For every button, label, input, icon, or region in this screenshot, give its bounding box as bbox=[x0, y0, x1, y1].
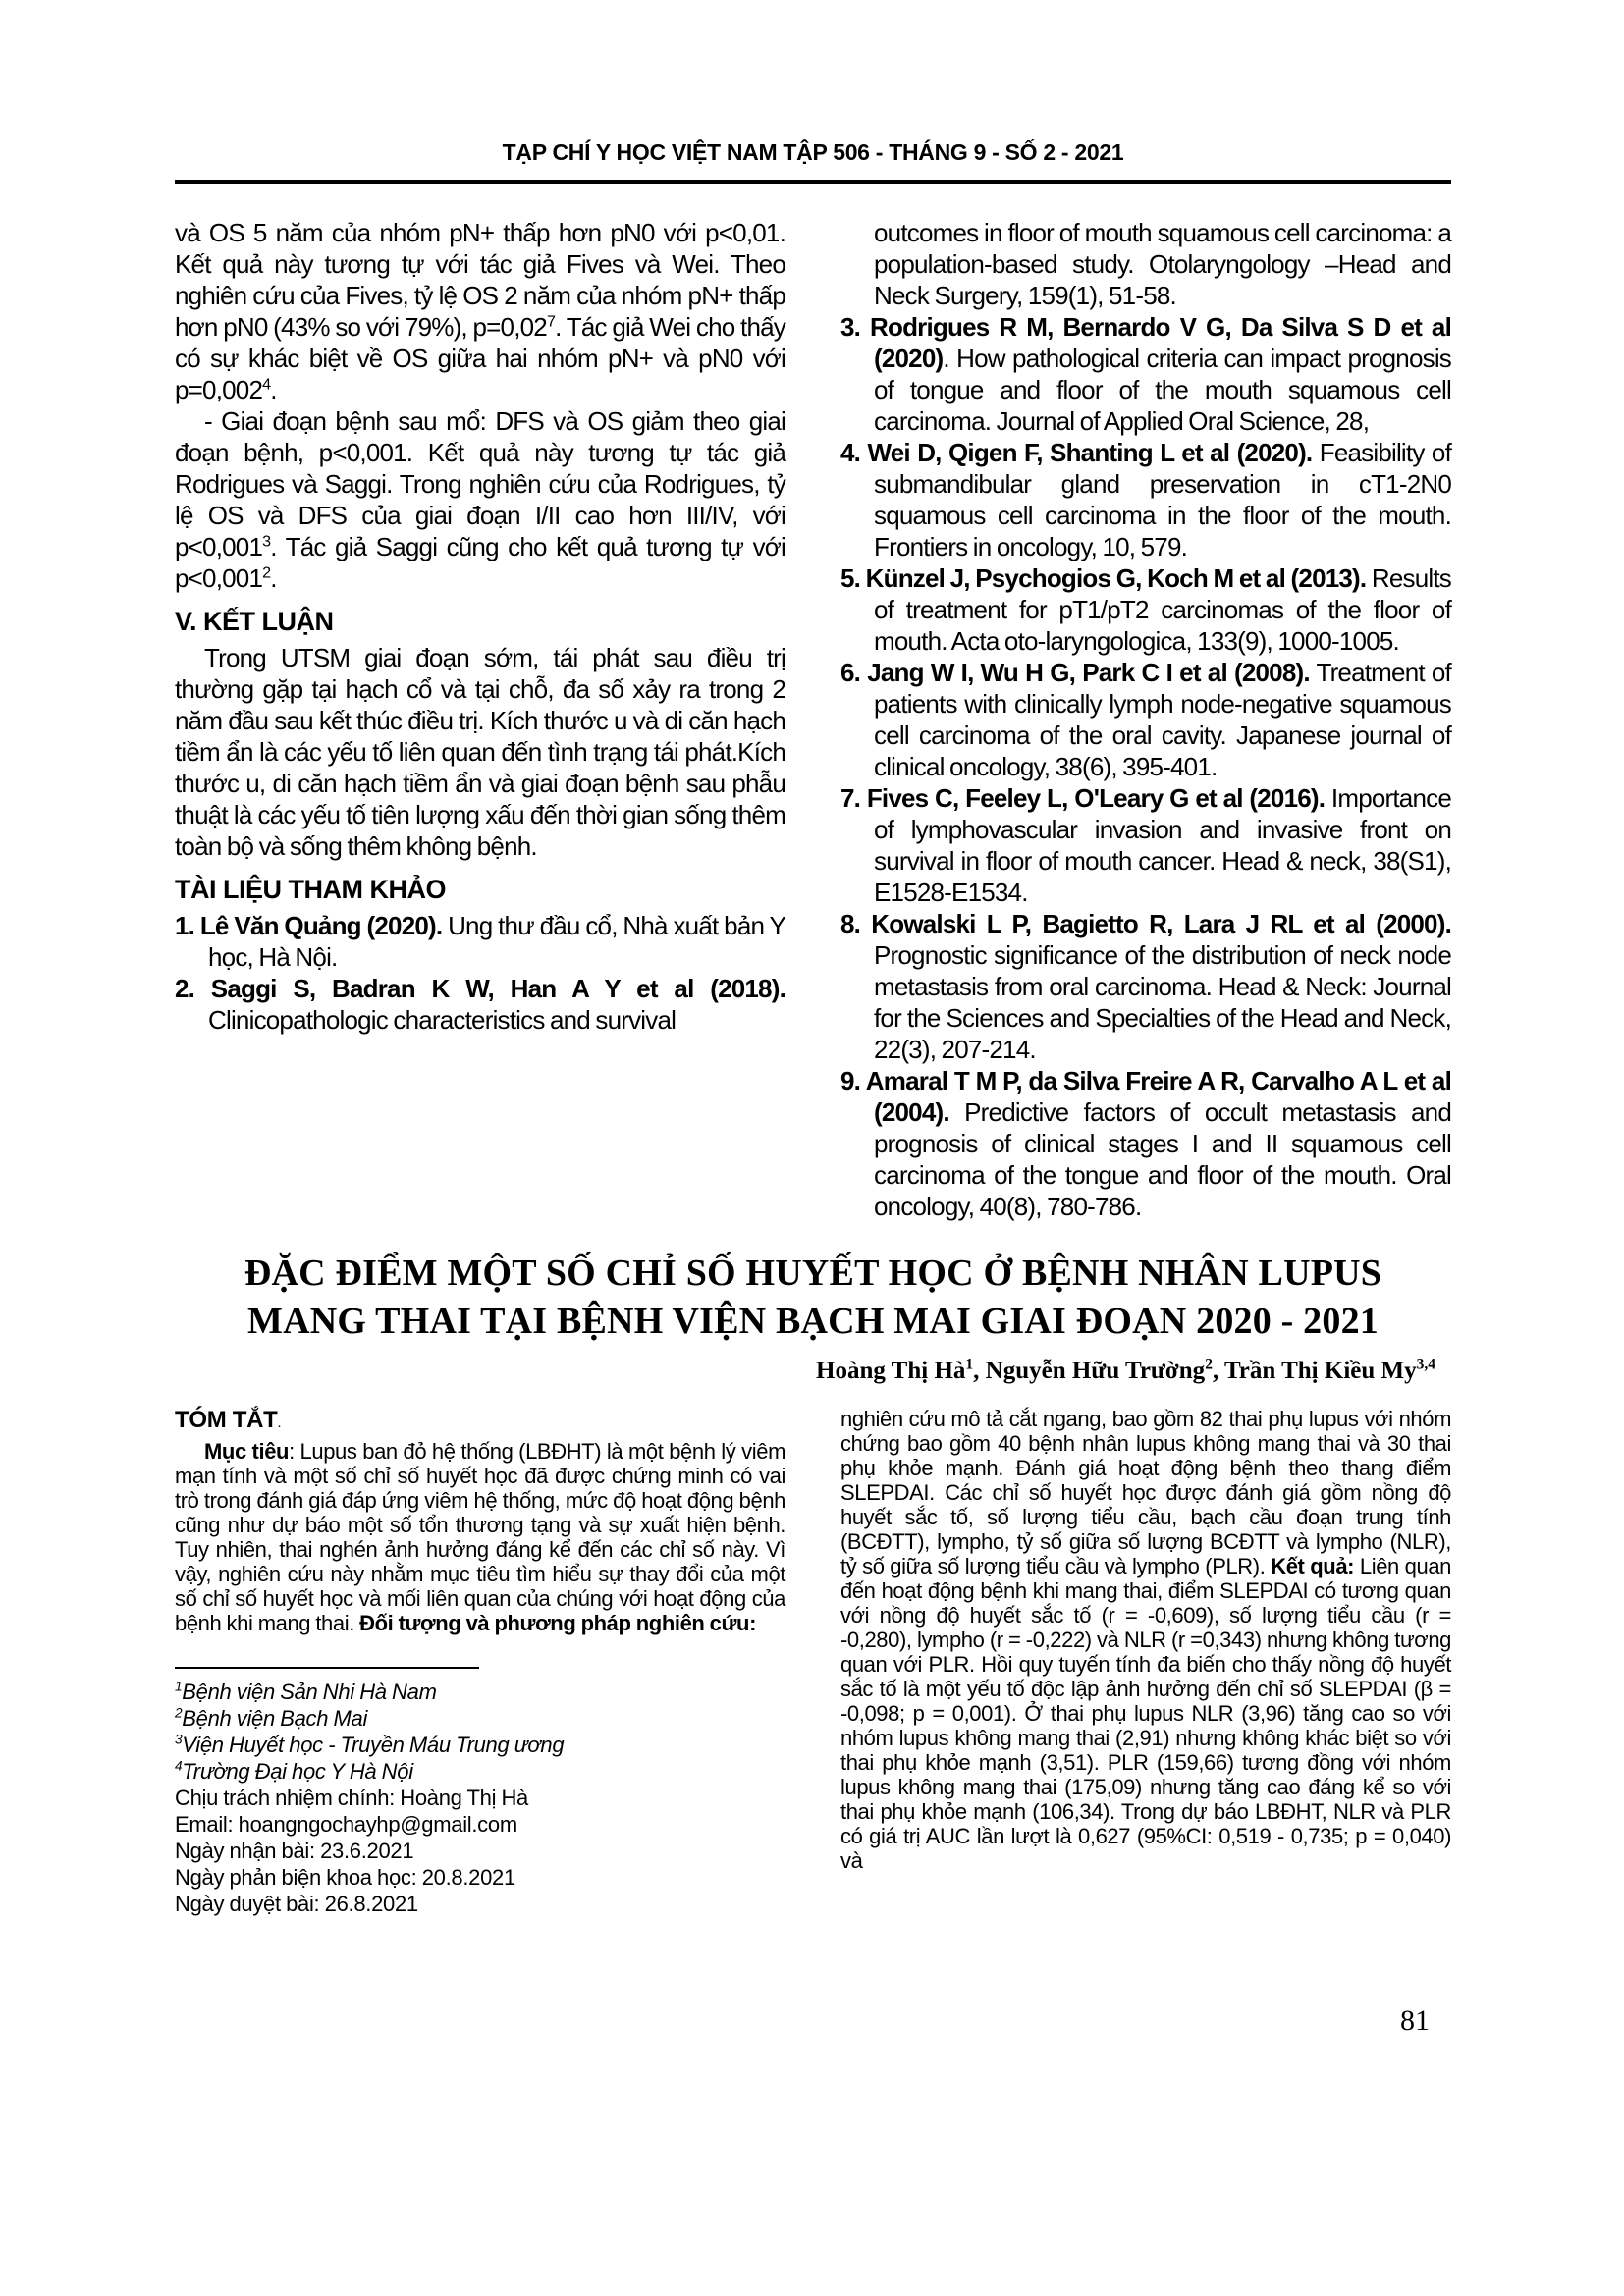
references-heading: TÀI LIỆU THAM KHẢO bbox=[175, 875, 446, 904]
paragraph: và OS 5 năm của nhóm pN+ thấp hơn pN0 với p<0,01. Kết quả này tương tự với tác giả Fives và Wei. Theo nghiên cứu của Fives, tỷ lệ OS 2 năm của nhóm pN+ thấp hơn pN0 (43% so với 79%), $p=0,02^7$. Tác giả Wei cho thấy có sự khác biệt về OS giữa hai nhóm pN+ và pN0 với $p=0,002^4$. bbox=[175, 218, 785, 404]
article1-left-column bbox=[175, 217, 785, 1222]
affiliation: $^4$Trường Đại học Y Hà Nội bbox=[175, 1758, 413, 1784]
email-line: Email: hoangngochayhp@gmail.com bbox=[175, 1812, 517, 1837]
reference-item: 1. Lê Văn Quảng (2020). Ung thư đầu cổ, Nhà xuất bản Y học, Hà Nội. bbox=[175, 911, 785, 972]
reference-continuation: outcomes in floor of mouth squamous cell carcinoma: a population-based study. Otolaryngology –Head and Neck Surgery, 159(1), 51-58. bbox=[874, 218, 1451, 310]
accepted-date-line: Ngày duyệt bài: 26.8.2021 bbox=[175, 1892, 418, 1916]
conclusion-paragraph: Trong UTSM giai đoạn sớm, tái phát sau điều trị thường gặp tại hạch cổ và tại chỗ, đa số xảy ra trong 2 năm đầu sau kết thúc điều trị. Kích thước u và di căn hạch tiềm ẩn là các yếu tố liên quan đến tình trạng tái phát.Kích thước u, di căn hạch tiềm ẩn và giai đoạn bệnh sau phẫu thuật là các yếu tố tiên lượng xấu đến thời gian sống thêm toàn bộ và sống thêm không bệnh. bbox=[175, 643, 785, 861]
article2-authors: Hoàng Thị $Hà^1$, Nguyễn Hữu Trường$^2$, Trần Thị Kiều My$^{3,4}$ bbox=[816, 1356, 1435, 1384]
abstract-paragraph: Mục tiêu: Lupus ban đỏ hệ thống (LBĐHT) là một bệnh lý viêm mạn tính và một số chỉ số huyết học đã được chứng minh có vai trò trong đánh giá đáp ứng viêm hệ thống, mức độ hoạt động bệnh cũng như dự báo một số tổn thương tạng và sự xuất hiện bệnh. Tuy nhiên, thai nghén ảnh hưởng đáng kể đến các chỉ số này. Vì vậy, nghiên cứu này nhằm mục tiêu tìm hiểu sự thay đổi của một số chỉ số huyết học và mối liên quan của chúng với hoạt động của bệnh khi mang thai. Đối tượng và phương pháp nghiên cứu: bbox=[175, 1439, 785, 1635]
corresponding-author-line: Chịu trách nhiệm chính: Hoàng Thị Hà bbox=[175, 1786, 528, 1810]
reference-item: 4. Wei D, Qigen F, Shanting L et al (2020). Feasibility of submandibular gland preservation in cT1-2N0 squamous cell carcinoma in the floor of the mouth. Frontiers in oncology, 10, 579. bbox=[840, 438, 1451, 561]
affiliation: $^2$Bệnh viện Bạch Mai bbox=[175, 1705, 368, 1731]
reviewed-date-line: Ngày phản biện khoa học: 20.8.2021 bbox=[175, 1865, 515, 1890]
article2-abstract-section bbox=[175, 1407, 1451, 1917]
reference-item: 8. Kowalski L P, Bagietto R, Lara J RL et al (2000). Prognostic significance of the distribution of neck node metastasis from oral carcinoma. Head & Neck: Journal for the Sciences and Specialties of the Head and Neck, 22(3), 207-214. bbox=[840, 909, 1451, 1064]
page-number: 81 bbox=[1400, 2004, 1430, 2037]
article2-right-column bbox=[840, 1407, 1451, 1917]
affiliation: $^3$Viện Huyết học - Truyền Máu Trung ương bbox=[175, 1732, 565, 1757]
reference-item: 6. Jang W I, Wu H G, Park C I et al (2008). Treatment of patients with clinically lymph node-negative squamous cell carcinoma of the oral cavity. Japanese journal of clinical oncology, 38(6), 395-401. bbox=[840, 658, 1451, 781]
conclusion-heading: V. KẾT LUẬN bbox=[175, 607, 334, 636]
reference-item: 9. Amaral T M P, da Silva Freire A R, Carvalho A L et al (2004). Predictive factors of occult metastasis and prognosis of clinical stages I and II squamous cell carcinoma of the tongue and floor of the mouth. Oral oncology, 40(8), 780-786. bbox=[840, 1066, 1451, 1221]
abstract-paragraph-continuation: nghiên cứu mô tả cắt ngang, bao gồm 82 thai phụ lupus với nhóm chứng bao gồm 40 bệnh nhân lupus không mang thai và 30 thai phụ khỏe mạnh. Đánh giá hoạt động bệnh theo thang điểm SLEPDAI. Các chỉ số huyết học được đánh giá gồm nồng độ huyết sắc tố, số lượng tiểu cầu, bạch cầu đoạn trung tính (BCĐTT), lympho, tỷ số giữa số lượng BCĐTT và lympho (NLR), tỷ số giữa số lượng tiểu cầu và lympho (PLR). Kết quả: Liên quan đến hoạt động bệnh khi mang thai, điểm SLEPDAI có tương quan với nồng độ huyết sắc tố (r = -0,609), số lượng tiểu cầu (r = -0,280), lympho (r = -0,222) và NLR (r =0,343) nhưng không tương quan với PLR. Hồi quy tuyến tính đa biến cho thấy nồng độ huyết sắc tố là một yếu tố độc lập ảnh hưởng đến chỉ số SLEPDAI (β = -0,098; p = 0,001). Ở thai phụ lupus NLR (3,96) tăng cao so với nhóm lupus không mang thai (2,91) nhưng không khác biệt so với thai phụ khỏe mạnh (3,51). PLR (159,66) tương đồng với nhóm lupus không mang thai (175,09) nhưng tăng cao đáng kể so với thai phụ khỏe mạnh (106,34). Trong dự báo LBĐHT, NLR và PLR có giá trị AUC lần lượt là 0,627 (95%CI: 0,519 - 0,735; p = 0,040) và bbox=[840, 1407, 1451, 1873]
article2-left-column bbox=[175, 1407, 785, 1917]
reference-item: 3. Rodrigues R M, Bernardo V G, Da Silva S D et al (2020). How pathological criteria can impact prognosis of tongue and floor of the mouth squamous cell carcinoma. Journal of Applied Oral Science, 28, bbox=[840, 312, 1451, 436]
footnote-separator bbox=[175, 1667, 479, 1669]
article2-title bbox=[175, 1250, 1451, 1346]
paragraph: - Giai đoạn bệnh sau mổ: DFS và OS giảm theo giai đoạn bệnh, p<0,001. Kết quả này tương tự tác giả Rodrigues và Saggi. Trong nghiên cứu của Rodrigues, tỷ lệ OS và DFS của giai đoạn I/II cao hơn III/IV, với $p<0,001^3$. Tác giả Saggi cũng cho kết quả tương tự với $p<0,001^2$. bbox=[175, 406, 785, 593]
reference-item: 7. Fives C, Feeley L, O'Leary G et al (2016). Importance of lymphovascular invasion and invasive front on survival in floor of mouth cancer. Head & neck, 38(S1), E1528-E1534. bbox=[840, 783, 1451, 907]
affiliation: $^1$Bệnh viện Sản Nhi Hà Nam bbox=[175, 1679, 437, 1704]
article1-right-column bbox=[840, 217, 1451, 1222]
journal-header: TẠP CHÍ Y HỌC VIỆT NAM TẬP 506 - THÁNG 9 - SỐ 2 - 2021 bbox=[175, 139, 1451, 184]
footnote-block bbox=[175, 1667, 785, 1917]
article1-section bbox=[175, 217, 1451, 1222]
article2-title-line1: ĐẶC ĐIỂM MỘT SỐ CHỈ SỐ HUYẾT HỌC Ở BỆNH NHÂN LUPUS bbox=[244, 1253, 1382, 1294]
abstract-heading: TÓM TẮT. bbox=[175, 1407, 282, 1433]
reference-item: 2. Saggi S, Badran K W, Han A Y et al (2018). Clinicopathologic characteristics and survival bbox=[175, 974, 785, 1035]
received-date-line: Ngày nhận bài: 23.6.2021 bbox=[175, 1839, 414, 1863]
reference-item: 5. Künzel J, Psychogios G, Koch M et al (2013). Results of treatment for pT1/pT2 carcinomas of the floor of mouth. Acta oto-laryngologica, 133(9), 1000-1005. bbox=[840, 563, 1451, 656]
article2-title-line2: MANG THAI TẠI BỆNH VIỆN BẠCH MAI GIAI ĐOẠN 2020 - 2021 bbox=[247, 1301, 1379, 1342]
